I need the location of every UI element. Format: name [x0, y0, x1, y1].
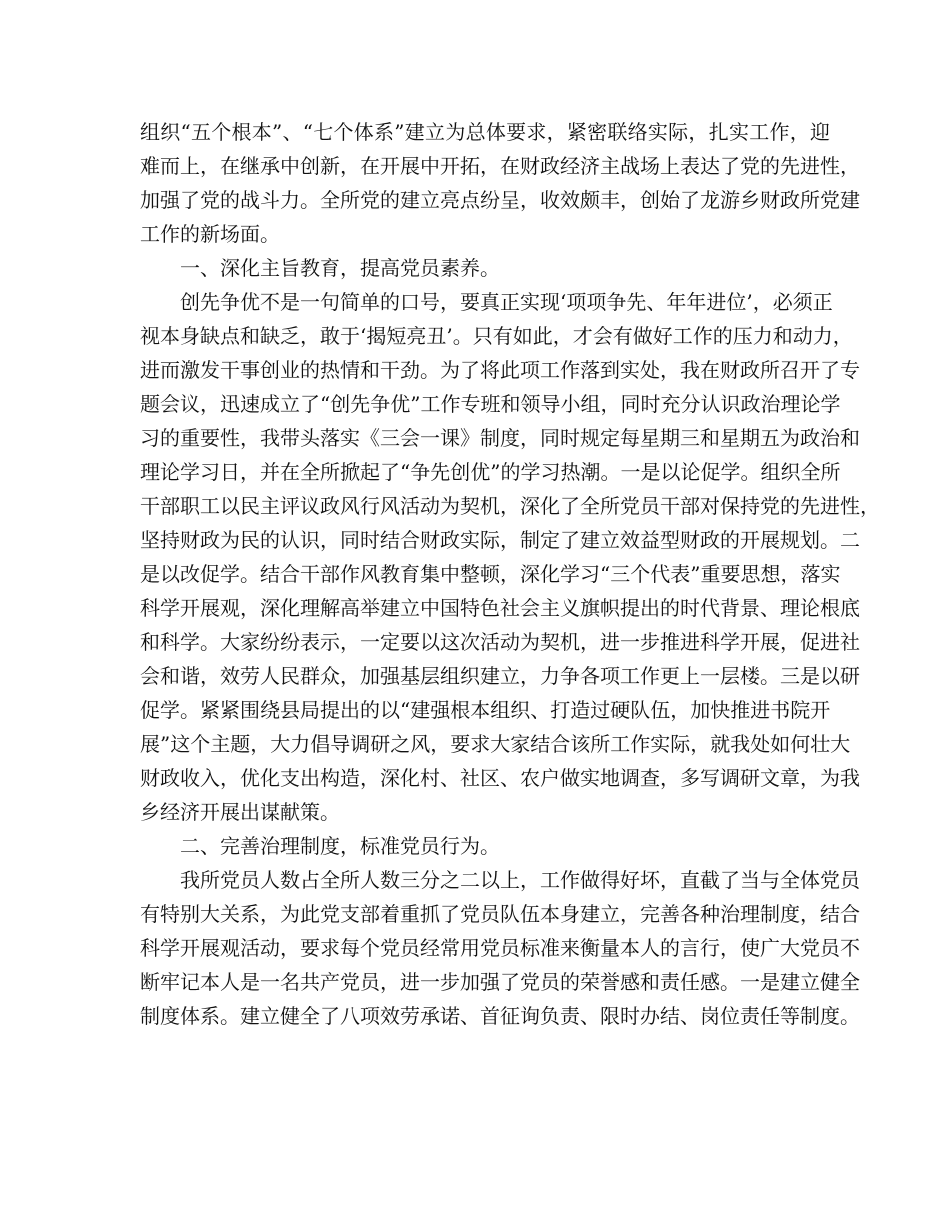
text-line: 进而激发干事创业的热情和干劲。为了将此项工作落到实处，我在财政所召开了专	[140, 358, 860, 382]
text-line: 我所党员人数占全所人数三分之二以上，工作做得好坏，直截了当与全体党员	[180, 868, 860, 892]
text-line: 有特别大关系，为此党支部着重抓了党员队伍本身建立，完善各种治理制度，结合	[140, 902, 860, 926]
text-line: 制度体系。建立健全了八项效劳承诺、首征询负责、限时办结、岗位责任等制度。	[140, 1004, 860, 1028]
text-line: 干部职工以民主评议政风行风活动为契机，深化了全所党员干部对保持党的先进性，	[140, 494, 880, 518]
text-line: 组织“五个根本”、“七个体系”建立为总体要求，紧密联络实际，扎实工作，迎	[140, 120, 830, 144]
text-line: 理论学习日，并在全所掀起了“争先创优”的学习热潮。一是以论促学。组织全所	[140, 460, 841, 484]
text-line: 财政收入，优化支出构造，深化村、社区、农户做实地调查，多写调研文章，为我	[140, 766, 860, 790]
text-line: 一、深化主旨教育，提高党员素养。	[180, 256, 500, 280]
text-line: 难而上，在继承中创新，在开展中开拓，在财政经济主战场上表达了党的先进性，	[140, 154, 860, 178]
text-line: 创先争优不是一句简单的口号，要真正实现‘项项争先、年年进位’，必须正	[180, 290, 833, 314]
text-line: 视本身缺点和缺乏，敢于‘揭短亮丑’。只有如此，才会有做好工作的压力和动力，	[140, 324, 853, 348]
text-line: 和科学。大家纷纷表示，一定要以这次活动为契机，进一步推进科学开展，促进社	[140, 630, 860, 654]
text-line: 工作的新场面。	[140, 222, 280, 246]
text-line: 乡经济开展出谋献策。	[140, 800, 340, 824]
text-line: 习的重要性，我带头落实《三会一课》制度，同时规定每星期三和星期五为政治和	[140, 426, 860, 450]
text-line: 会和谐，效劳人民群众，加强基层组织建立，力争各项工作更上一层楼。三是以研	[140, 664, 860, 688]
text-line: 加强了党的战斗力。全所党的建立亮点纷呈，收效颇丰，创始了龙游乡财政所党建	[140, 188, 860, 212]
text-line: 断牢记本人是一名共产党员，进一步加强了党员的荣誉感和责任感。一是建立健全	[140, 970, 860, 994]
text-line: 是以改促学。结合干部作风教育集中整顿，深化学习“三个代表”重要思想，落实	[140, 562, 841, 586]
text-line: 题会议，迅速成立了“创先争优”工作专班和领导小组，同时充分认识政治理论学	[140, 392, 841, 416]
text-line: 科学开展观活动，要求每个党员经常用党员标准来衡量本人的言行，使广大党员不	[140, 936, 860, 960]
text-line: 二、完善治理制度，标准党员行为。	[180, 834, 500, 858]
body-text	[140, 115, 880, 1033]
text-line: 促学。紧紧围绕县局提出的以“建强根本组织、打造过硬队伍，加快推进书院开	[140, 698, 831, 722]
text-line: 展”这个主题，大力倡导调研之风，要求大家结合该所工作实际，就我处如何壮大	[140, 732, 851, 756]
text-line: 科学开展观，深化理解高举建立中国特色社会主义旗帜提出的时代背景、理论根底	[140, 596, 860, 620]
text-line: 坚持财政为民的认识，同时结合财政实际，制定了建立效益型财政的开展规划。二	[140, 528, 860, 552]
